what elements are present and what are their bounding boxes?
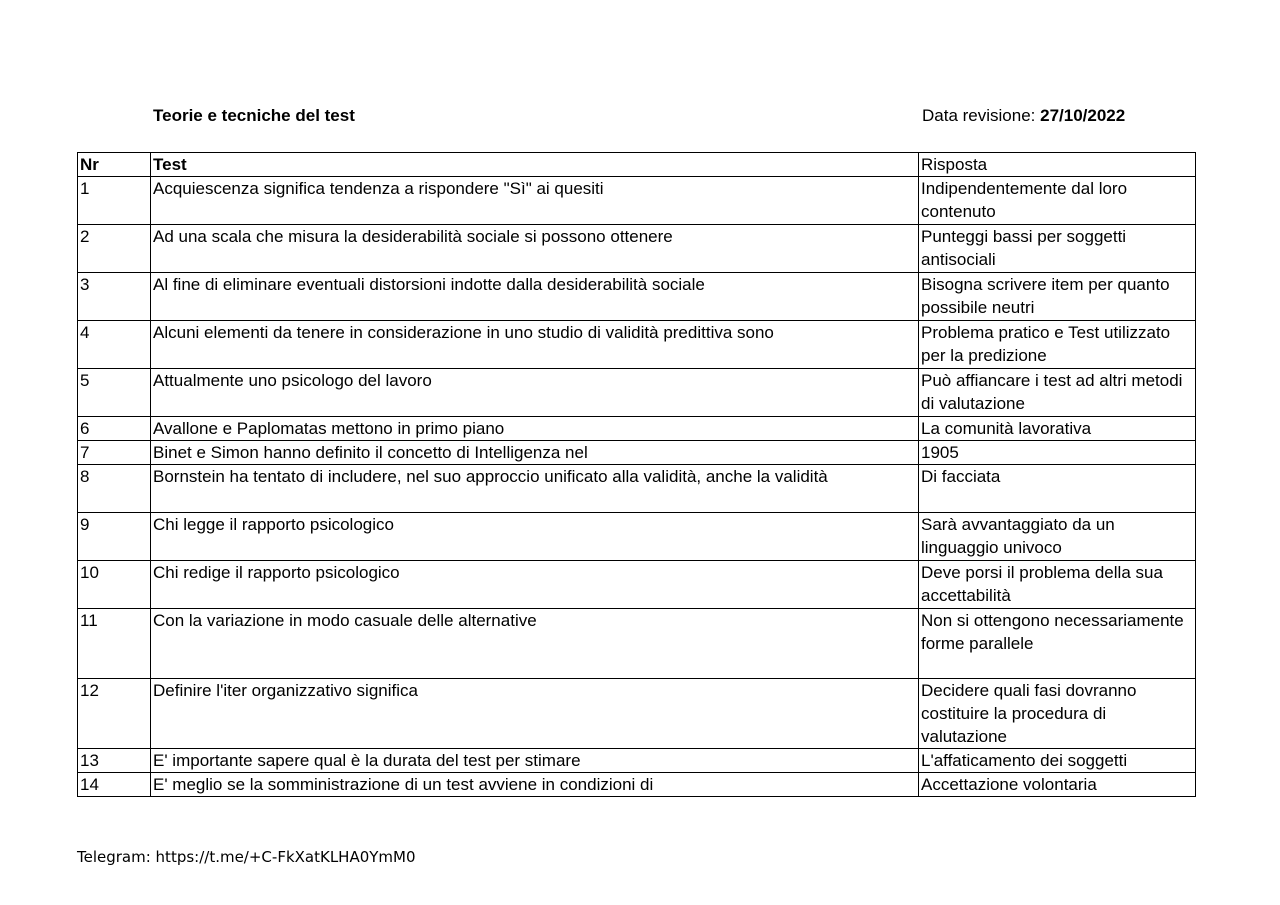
row-number: 14 [78,773,151,797]
row-answer: Bisogna scrivere item per quanto possibile neutri [919,273,1196,321]
table-row [78,321,1196,369]
row-question: Definire l'iter organizzativo significa [151,679,919,749]
row-answer: 1905 [919,441,1196,465]
row-answer: Problema pratico e Test utilizzato per la predizione [919,321,1196,369]
row-answer: Indipendentemente dal loro contenuto [919,177,1196,225]
row-question: Ad una scala che misura la desiderabilità sociale si possono ottenere [151,225,919,273]
row-answer: La comunità lavorativa [919,417,1196,441]
row-number: 1 [78,177,151,225]
row-number: 2 [78,225,151,273]
column-header-test: Test [151,153,919,177]
table-row [78,225,1196,273]
row-question: Al fine di eliminare eventuali distorsioni indotte dalla desiderabilità sociale [151,273,919,321]
table-row [78,273,1196,321]
revision-info [922,106,1125,126]
row-number: 8 [78,465,151,513]
row-answer: L'affaticamento dei soggetti [919,749,1196,773]
row-question: Alcuni elementi da tenere in considerazione in uno studio di validità predittiva sono [151,321,919,369]
table-row [78,417,1196,441]
row-number: 11 [78,609,151,679]
row-answer: Accettazione volontaria [919,773,1196,797]
row-answer: Punteggi bassi per soggetti antisociali [919,225,1196,273]
revision-label: Data revisione: [922,106,1036,125]
row-number: 3 [78,273,151,321]
row-number: 12 [78,679,151,749]
column-header-answer: Risposta [919,153,1196,177]
telegram-footer: Telegram: https://t.me/+C-FkXatKLHA0YmM0 [77,848,416,866]
revision-date: 27/10/2022 [1040,106,1126,125]
table-row [78,441,1196,465]
row-number: 4 [78,321,151,369]
row-question: Chi redige il rapporto psicologico [151,561,919,609]
row-answer: Sarà avvantaggiato da un linguaggio univoco [919,513,1196,561]
row-question: E' importante sapere qual è la durata del test per stimare [151,749,919,773]
row-question: Acquiescenza significa tendenza a rispondere "Sì" ai quesiti [151,177,919,225]
table-row [78,679,1196,749]
table-row [78,177,1196,225]
table-row [78,513,1196,561]
row-question: E' meglio se la somministrazione di un test avviene in condizioni di [151,773,919,797]
row-question: Avallone e Paplomatas mettono in primo piano [151,417,919,441]
row-number: 5 [78,369,151,417]
table-row [78,749,1196,773]
document-title: Teorie e tecniche del test [153,106,355,125]
row-answer: Di facciata [919,465,1196,513]
table-row [78,561,1196,609]
table-row [78,369,1196,417]
row-number: 6 [78,417,151,441]
row-question: Binet e Simon hanno definito il concetto di Intelligenza nel [151,441,919,465]
questions-table [77,152,1196,797]
table-row [78,609,1196,679]
row-question: Attualmente uno psicologo del lavoro [151,369,919,417]
row-number: 13 [78,749,151,773]
row-question: Chi legge il rapporto psicologico [151,513,919,561]
row-answer: Può affiancare i test ad altri metodi di valutazione [919,369,1196,417]
row-number: 10 [78,561,151,609]
row-number: 7 [78,441,151,465]
row-answer: Decidere quali fasi dovranno costituire la procedura di valutazione [919,679,1196,749]
row-question: Bornstein ha tentato di includere, nel suo approccio unificato alla validità, anche la validità [151,465,919,513]
table-row [78,465,1196,513]
table-row [78,773,1196,797]
row-number: 9 [78,513,151,561]
row-question: Con la variazione in modo casuale delle alternative [151,609,919,679]
row-answer: Deve porsi il problema della sua accettabilità [919,561,1196,609]
column-header-nr: Nr [78,153,151,177]
table-header-row [78,153,1196,177]
row-answer: Non si ottengono necessariamente forme parallele [919,609,1196,679]
